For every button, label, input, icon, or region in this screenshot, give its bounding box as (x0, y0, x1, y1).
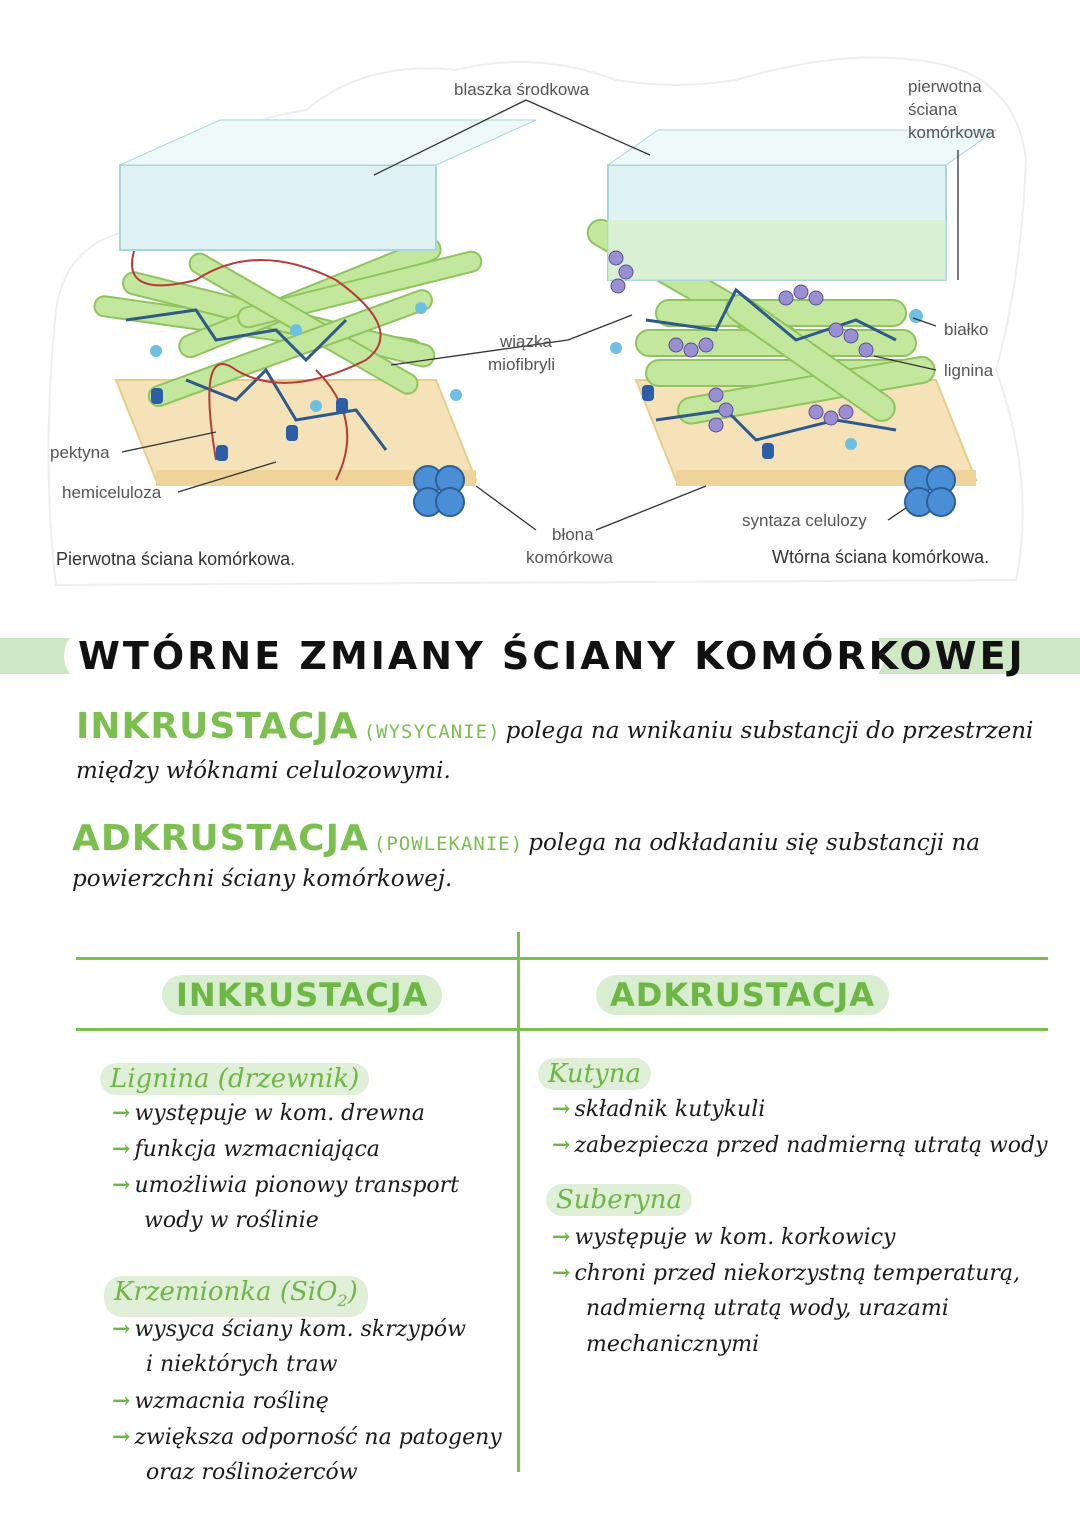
alias-inkrustacja: (WYSYCANIE) (363, 721, 501, 743)
caption-primary-wall: Pierwotna ściana komórkowa. (56, 549, 296, 569)
table-column-divider (517, 932, 520, 1472)
label-primary-wall-3: komórkowa (908, 123, 995, 142)
substance-cutin: Kutyna (538, 1058, 651, 1090)
definition-text-1: polega na wnikaniu substancji do przestrzeni (505, 718, 1034, 744)
definition-text-2: polega na odkładaniu się substancji na (528, 830, 981, 856)
label-membrane-2: komórkowa (526, 548, 613, 567)
list-item: → umożliwia pionowy transport (112, 1172, 460, 1198)
label-middle-lamella: blaszka środkowa (454, 80, 590, 99)
table-header-rule (76, 1028, 1048, 1031)
list-item-continuation: mechanicznymi (586, 1332, 760, 1357)
label-primary-wall-2: ściana (908, 100, 958, 119)
term-inkrustacja: INKRUSTACJA (76, 706, 359, 747)
list-item: → wzmacnia roślinę (112, 1388, 329, 1414)
column-header-inkrustacja: INKRUSTACJA (162, 975, 442, 1015)
label-hemicellulose: hemiceluloza (62, 483, 162, 502)
page-title: WTÓRNE ZMIANY ŚCIANY KOMÓRKOWEJ (78, 634, 1026, 678)
alias-adkrustacja: (POWLEKANIE) (373, 833, 524, 855)
list-item-continuation: oraz roślinożerców (146, 1460, 358, 1485)
label-bundle-1: wiązka (500, 332, 552, 351)
list-item: → występuje w kom. korkowicy (552, 1224, 896, 1250)
substance-lignin: Lignina (drzewnik) (100, 1063, 369, 1095)
term-adkrustacja: ADKRUSTACJA (72, 818, 369, 859)
label-membrane-1: błona (552, 525, 594, 544)
label-cellulose-synthase: syntaza celulozy (742, 511, 867, 530)
list-item-continuation: wody w roślinie (144, 1208, 319, 1233)
label-pectin: pektyna (50, 443, 110, 462)
list-item: → chroni przed niekorzystną temperaturą, (552, 1260, 1021, 1286)
definition-text-2b: powierzchni ściany komórkowej. (72, 866, 453, 892)
label-primary-wall-1: pierwotna (908, 77, 982, 96)
definition-text-1b: między włóknami celulozowymi. (76, 758, 451, 784)
list-item-continuation: nadmierną utratą wody, urazami (586, 1296, 949, 1321)
table-top-rule (76, 957, 1048, 960)
label-lignin: lignina (944, 361, 994, 380)
list-item: → składnik kutykuli (552, 1096, 766, 1122)
list-item: → zabezpiecza przed nadmierną utratą wody (552, 1132, 1048, 1158)
list-item: → funkcja wzmacniająca (112, 1136, 380, 1162)
definition-inkrustacja (76, 706, 1033, 747)
substance-suberin: Suberyna (546, 1184, 692, 1216)
list-item-continuation: i niektórych traw (146, 1352, 338, 1377)
cell-wall-diagram (36, 40, 1036, 600)
list-item: → występuje w kom. drewna (112, 1100, 425, 1126)
label-protein: białko (944, 320, 989, 339)
caption-secondary-wall: Wtórna ściana komórkowa. (772, 547, 990, 567)
list-item: → zwiększa odporność na patogeny (112, 1424, 502, 1450)
definition-adkrustacja (72, 818, 980, 859)
column-header-adkrustacja: ADKRUSTACJA (596, 975, 889, 1015)
label-bundle-2: miofibryli (488, 355, 556, 374)
list-item: → wysyca ściany kom. skrzypów (112, 1316, 466, 1342)
substance-silica: Krzemionka (SiO$_2$) (104, 1276, 368, 1317)
